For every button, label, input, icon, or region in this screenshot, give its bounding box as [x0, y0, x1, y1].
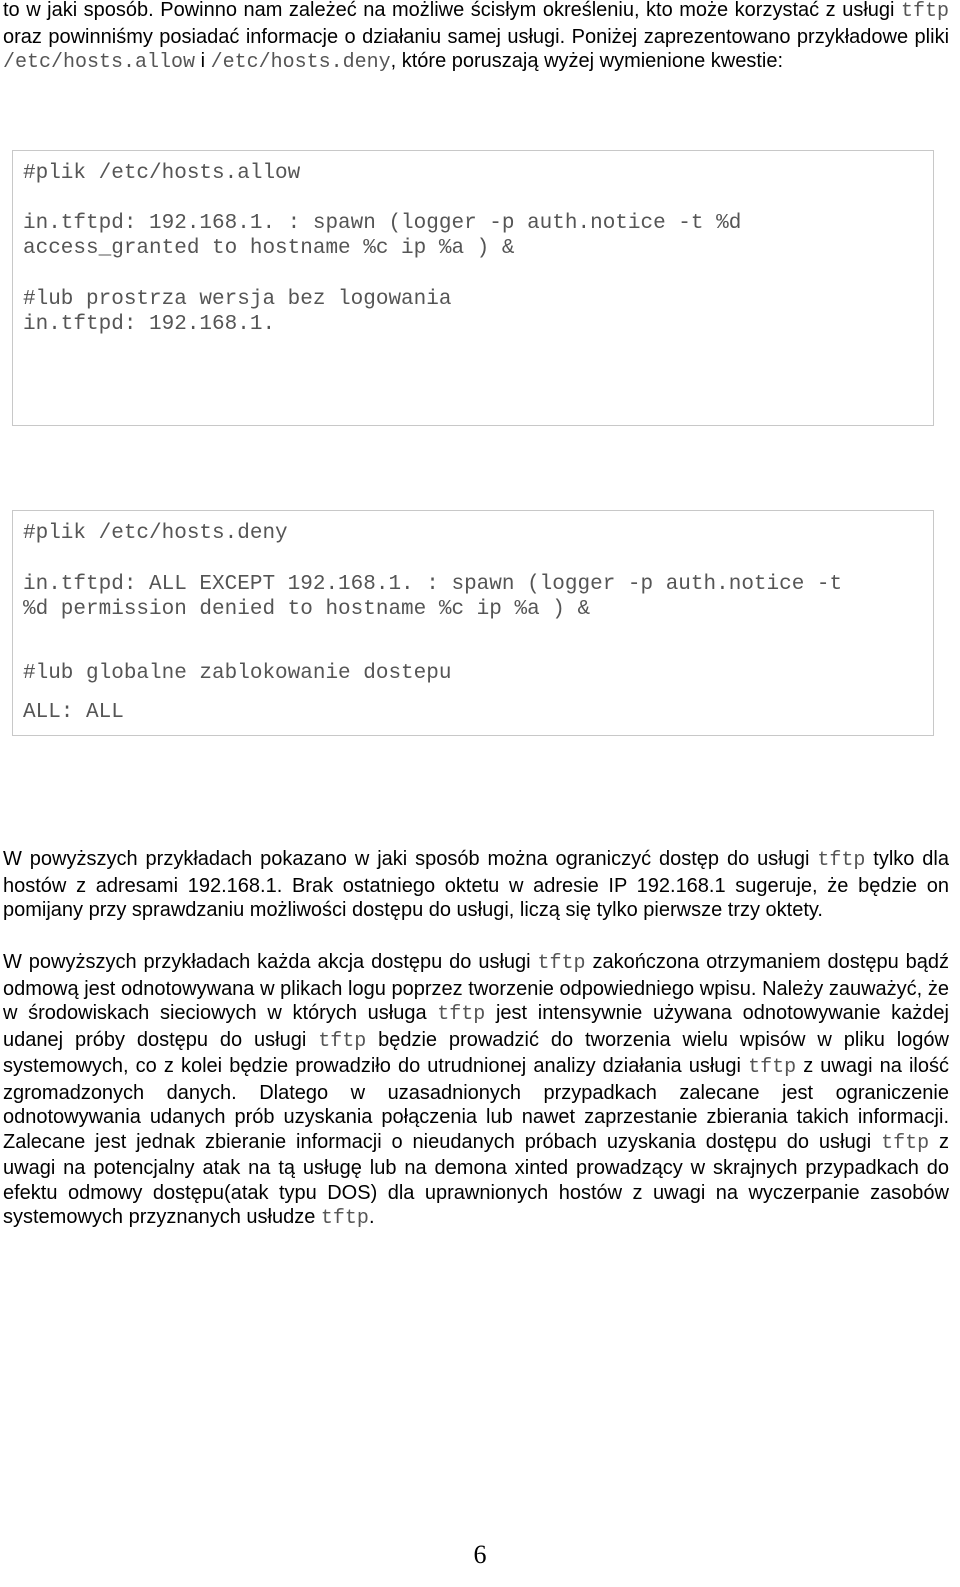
inline-code-tftp: tftp — [437, 1003, 486, 1026]
hosts-allow-alt-rule: in.tftpd: 192.168.1. — [23, 313, 276, 336]
intro-line-1: to w jaki sposób. Powinno nam zależeć na możliwe ścisłym określeniu, kto może korzystać z — [3, 0, 836, 21]
hosts-deny-rule-line-1: in.tftpd: ALL EXCEPT 192.168.1. : spawn (logger -p auth.notice -t — [23, 573, 843, 596]
intro-line-3-text: zaprezentowano przykładowe pliki — [643, 25, 950, 48]
inline-code-tftp: tftp — [537, 952, 586, 975]
hosts-deny-alt-comment: #lub globalne zablokowanie dostepu — [23, 662, 452, 685]
intro-line-2-text: usługi — [842, 0, 895, 21]
para2-text-a: W powyższych przykładach każda akcja dostępu do usługi — [3, 951, 531, 973]
hosts-deny-alt-rule: ALL: ALL — [23, 701, 124, 724]
intro-line-3-text-b: , które poruszają — [390, 50, 539, 72]
inline-code-tftp: tftp — [320, 1207, 369, 1230]
para2-text-c: jest intensywnie używana odnotowywanie każdej udanej próby dostępu do usługi — [3, 1002, 949, 1051]
para2-text-d: będzie prowadzić do tworzenia wielu wpisów w pliku logów systemowych, co z kolei będzie prowadziło do utrudnionej analizy działania usługi — [3, 1028, 949, 1077]
para2-text-g: . — [368, 1206, 375, 1228]
inline-code-tftp: tftp — [318, 1029, 367, 1053]
para1-text-a: W powyższych przykładach pokazano w jaki sposób można ograniczyć dostęp do usługi — [3, 848, 810, 870]
intro-paragraph — [3, 0, 949, 76]
para2-text-e: z uwagi na ilość zgromadzonych danych. Dlatego w uzasadnionych przypadkach zalecane jest ograniczenie odnotowywania udanych prób uzyskania połączenia lub nawet zaprzestanie zbierania takich informacji. Zalecane jest jednak zbieranie informacji o nieudanych próbach uzyskania dostępu do usługi — [3, 1055, 949, 1153]
inline-code-tftp: tftp — [748, 1056, 797, 1079]
hosts-allow-comment: #plik /etc/hosts.allow — [23, 162, 301, 185]
hosts-allow-rule-line-1: in.tftpd: 192.168.1. : spawn (logger -p auth.notice -t %d — [23, 212, 742, 235]
para2-text-b: zakończona otrzymaniem dostępu bądź odmową jest odnotowywana w plikach logu poprzez tworzenie odpowiedniego wpisu. Należy zauważyć, że w środowiskach sieciowych w których usługa — [3, 951, 950, 1024]
para1-text-b: tylko dla hostów z adresami 192.168.1. Brak ostatniego oktetu w adresie IP 192.168.1 sugeruje, że będzie on pomijany przy sprawdzaniu możliwości dostępu do usługi, liczą się tylko pierwsze trzy oktety. — [3, 848, 949, 921]
inline-code-hosts-allow: /etc/hosts.allow — [3, 51, 196, 74]
inline-code-hosts-deny: /etc/hosts.deny — [210, 51, 391, 74]
page-number: 6 — [473, 1540, 487, 1569]
intro-line-4: wyżej wymienione kwestie: — [544, 50, 784, 72]
hosts-deny-comment: #plik /etc/hosts.deny — [23, 522, 288, 545]
inline-code-tftp: tftp — [881, 1131, 930, 1155]
explanation-paragraph-1 — [3, 847, 949, 923]
hosts-deny-rule-line-2: %d permission denied to hostname %c ip %a ) & — [23, 598, 591, 621]
intro-line-2-text-b: oraz powinniśmy posiadać informacje o działaniu samej usługi. Poniżej — [3, 25, 638, 48]
para2-text-f: z uwagi na potencjalny atak na tą usługę lub na demona xinted prowadzący w skrajnych przypadkach do efektu odmowy dostępu(atak typu DOS) dla uprawnionych hostów z uwagi na wyczerpanie zasobów systemowych przyznanych usłudze — [3, 1130, 950, 1228]
inline-code-tftp: tftp — [817, 849, 866, 872]
intro-line-3-and: i — [200, 50, 206, 72]
hosts-allow-alt-comment: #lub prostrza wersja bez logowania — [23, 288, 452, 311]
explanation-paragraph-2 — [3, 950, 949, 1232]
inline-code-tftp: tftp — [901, 0, 950, 23]
hosts-allow-rule-line-2: access_granted to hostname %c ip %a ) & — [23, 237, 515, 260]
